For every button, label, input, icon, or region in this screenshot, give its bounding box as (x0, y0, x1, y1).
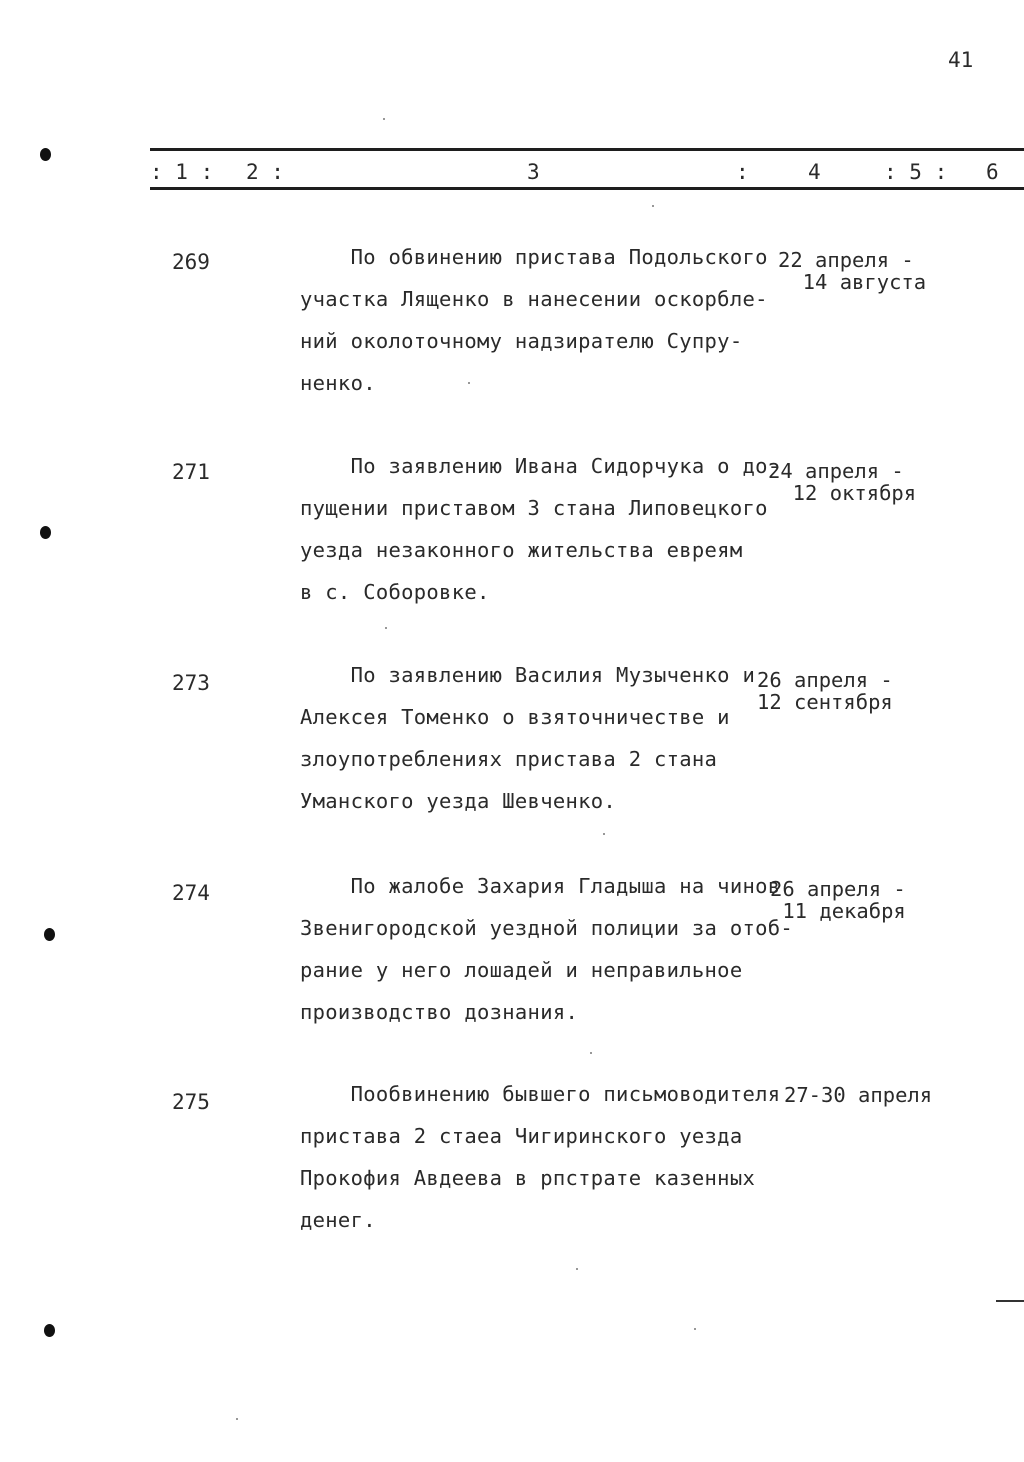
header-col-1: : 1 : (150, 160, 214, 184)
header-rule-top (150, 148, 1024, 151)
entry-number: 275 (172, 1090, 210, 1114)
entry-description: Пообвинению бывшего письмоводителя пристава 2 стаеа Чигиринского уезда Прокофия Авдеева в рпстрате казенных денег. (300, 1082, 781, 1232)
entry-date: 26 апреля - 11 декабря (770, 877, 906, 923)
entry-date: 26 апреля - 12 сентября (757, 668, 893, 714)
scan-speck (383, 118, 385, 120)
scan-speck (603, 833, 605, 835)
entry-number: 269 (172, 250, 210, 274)
page-number: 41 (948, 48, 974, 72)
header-rule-bottom (150, 187, 1024, 190)
entry-date: 24 апреля - 12 октября (768, 459, 917, 505)
header-col-4: 4 (808, 160, 821, 184)
scan-speck (694, 1328, 696, 1330)
scan-speck (468, 382, 470, 384)
binding-hole-3 (44, 928, 55, 941)
entry-date: 22 апреля - 14 августа (778, 248, 927, 294)
header-col-3: 3 (527, 160, 540, 184)
entry-description: По заявлению Ивана Сидорчука о до- пущении приставом 3 стана Липовецкого уезда незаконного жительства евреям в с. Соборовке. (300, 454, 781, 604)
header-col-6: 6 (986, 160, 999, 184)
scan-speck (576, 1268, 578, 1270)
entry-number: 274 (172, 881, 210, 905)
scan-edge-mark (996, 1300, 1024, 1302)
entry-description: По обвинению пристава Подольского участка Лященко в нанесении оскорбле- ний околоточному надзирателю Супру- ненко. (300, 245, 768, 395)
entry-number: 271 (172, 460, 210, 484)
scan-speck (385, 627, 387, 629)
scan-speck (236, 1418, 238, 1420)
entry-date: 27-30 апреля (784, 1083, 933, 1107)
header-col-5: : 5 : (884, 160, 948, 184)
binding-hole-4 (44, 1324, 55, 1337)
binding-hole-2 (40, 526, 51, 539)
scan-speck (652, 205, 654, 207)
entry-number: 273 (172, 671, 210, 695)
header-col-2: 2 : (246, 160, 284, 184)
binding-hole-1 (40, 148, 51, 161)
entry-description: По жалобе Захария Гладыша на чинов Звенигородской уездной полиции за отоб- рание у него лошадей и неправильное производство дознания. (300, 874, 794, 1024)
entry-description: По заявлению Василия Музыченко и Алексея Томенко о взяточничестве и злоупотреблениях пристава 2 стана Уманского уезда Шевченко. (300, 663, 756, 813)
scan-speck (590, 1052, 592, 1054)
header-col-3-separator: : (736, 160, 749, 184)
